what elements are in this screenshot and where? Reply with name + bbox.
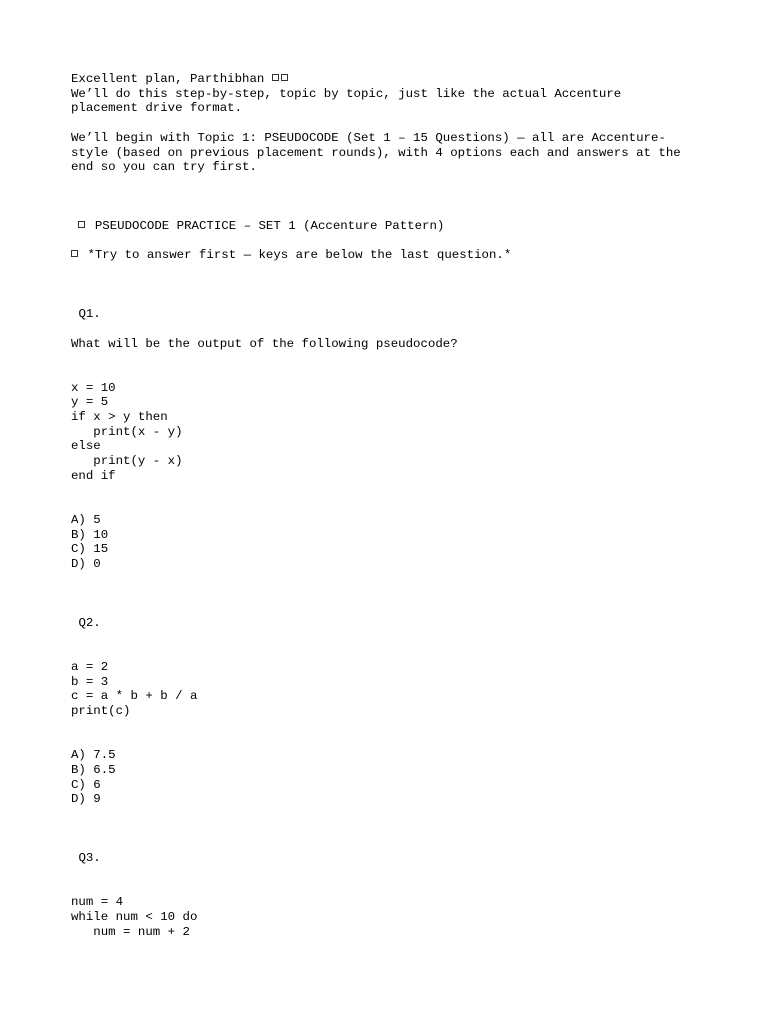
code-line: x = 10 [71,380,116,395]
option: D) 0 [71,557,101,572]
option: C) 6 [71,777,101,792]
document-page [71,72,711,939]
emoji-icon [281,74,288,81]
code-line: print(x - y) [71,424,183,439]
intro-line: style (based on previous placement rounds), with 4 options each and answers at the [71,145,681,160]
code-line: b = 3 [71,674,109,689]
question-label: Q3. [78,851,101,866]
emoji-icon [78,221,85,228]
code-line: c = a * b + b / a [71,689,198,704]
code-line: else [71,439,101,454]
question-label: Q1. [78,307,101,322]
option: B) 6.5 [71,762,116,777]
option: A) 7.5 [71,748,116,763]
emoji-icon [272,74,279,81]
code-line: print(y - x) [71,454,183,469]
emoji-icon [71,250,78,257]
option: D) 9 [71,792,101,807]
code-line: num = num + 2 [71,924,190,939]
option: C) 15 [71,542,109,557]
code-line: if x > y then [71,410,168,425]
question-label: Q2. [78,615,101,630]
intro-line: placement drive format. [71,101,243,116]
code-line: end if [71,468,116,483]
intro-greeting: Excellent plan, Parthibhan [71,72,711,87]
intro-line: end so you can try first. [71,160,257,175]
code-line: while num < 10 do [71,909,198,924]
question-prompt: What will be the output of the following pseudocode? [71,336,458,351]
intro-line: We’ll begin with Topic 1: PSEUDOCODE (Set 1 – 15 Questions) — all are Accenture- [71,130,666,145]
option: A) 5 [71,512,101,527]
section-hint: *Try to answer first — keys are below the last question.* [71,248,711,263]
option: B) 10 [71,527,109,542]
code-line: print(c) [71,704,131,719]
section-title: PSEUDOCODE PRACTICE – SET 1 (Accenture Pattern) [71,219,711,234]
code-line: num = 4 [71,895,124,910]
code-line: a = 2 [71,659,109,674]
intro-line: We’ll do this step-by-step, topic by topic, just like the actual Accenture [71,86,622,101]
code-line: y = 5 [71,395,109,410]
